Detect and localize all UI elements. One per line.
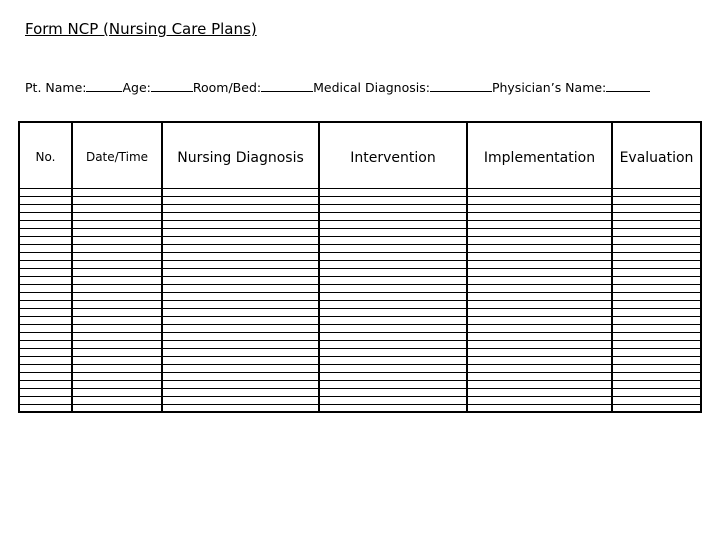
cell-date-time[interactable]	[72, 228, 162, 236]
cell-nursing-diagnosis[interactable]	[162, 292, 319, 300]
cell-no[interactable]	[19, 324, 72, 332]
cell-date-time[interactable]	[72, 244, 162, 252]
table-row	[19, 292, 701, 300]
cell-nursing-diagnosis[interactable]	[162, 220, 319, 228]
cell-no[interactable]	[19, 196, 72, 204]
cell-implementation[interactable]	[467, 220, 612, 228]
patient-info-line	[25, 79, 650, 95]
physician-name-label: Physician’s Name:	[491, 80, 607, 95]
table-row	[19, 388, 701, 396]
cell-date-time[interactable]	[72, 212, 162, 220]
cell-implementation[interactable]	[467, 308, 612, 316]
cell-no[interactable]	[19, 372, 72, 380]
cell-evaluation[interactable]	[612, 324, 701, 332]
cell-no[interactable]	[19, 292, 72, 300]
cell-nursing-diagnosis[interactable]	[162, 268, 319, 276]
cell-intervention[interactable]	[319, 396, 467, 404]
cell-intervention[interactable]	[319, 300, 467, 308]
cell-nursing-diagnosis[interactable]	[162, 228, 319, 236]
cell-date-time[interactable]	[72, 396, 162, 404]
table-row	[19, 380, 701, 388]
cell-date-time[interactable]	[72, 252, 162, 260]
cell-date-time[interactable]	[72, 204, 162, 212]
cell-nursing-diagnosis[interactable]	[162, 284, 319, 292]
cell-intervention[interactable]	[319, 340, 467, 348]
cell-intervention[interactable]	[319, 196, 467, 204]
cell-intervention[interactable]	[319, 348, 467, 356]
cell-date-time[interactable]	[72, 188, 162, 196]
cell-no[interactable]	[19, 308, 72, 316]
cell-evaluation[interactable]	[612, 252, 701, 260]
cell-no[interactable]	[19, 316, 72, 324]
header-no: No.	[19, 122, 72, 188]
cell-no[interactable]	[19, 204, 72, 212]
cell-nursing-diagnosis[interactable]	[162, 372, 319, 380]
cell-nursing-diagnosis[interactable]	[162, 236, 319, 244]
cell-nursing-diagnosis[interactable]	[162, 332, 319, 340]
cell-date-time[interactable]	[72, 316, 162, 324]
cell-implementation[interactable]	[467, 188, 612, 196]
cell-implementation[interactable]	[467, 268, 612, 276]
cell-nursing-diagnosis[interactable]	[162, 396, 319, 404]
medical-diagnosis-label: Medical Diagnosis:	[313, 80, 430, 95]
table-body	[19, 188, 701, 412]
cell-implementation[interactable]	[467, 284, 612, 292]
cell-implementation[interactable]	[467, 324, 612, 332]
cell-intervention[interactable]	[319, 388, 467, 396]
room-bed-blank[interactable]	[261, 79, 313, 92]
header-evaluation: Evaluation	[612, 122, 701, 188]
cell-date-time[interactable]	[72, 372, 162, 380]
table-row	[19, 340, 701, 348]
cell-date-time[interactable]	[72, 268, 162, 276]
table-row	[19, 348, 701, 356]
cell-implementation[interactable]	[467, 316, 612, 324]
table-row	[19, 364, 701, 372]
cell-implementation[interactable]	[467, 348, 612, 356]
table-row	[19, 308, 701, 316]
cell-no[interactable]	[19, 212, 72, 220]
cell-date-time[interactable]	[72, 276, 162, 284]
cell-evaluation[interactable]	[612, 340, 701, 348]
table-row	[19, 268, 701, 276]
cell-implementation[interactable]	[467, 212, 612, 220]
cell-no[interactable]	[19, 236, 72, 244]
cell-no[interactable]	[19, 252, 72, 260]
cell-implementation[interactable]	[467, 364, 612, 372]
cell-evaluation[interactable]	[612, 396, 701, 404]
cell-nursing-diagnosis[interactable]	[162, 388, 319, 396]
age-blank[interactable]	[151, 79, 193, 92]
cell-date-time[interactable]	[72, 388, 162, 396]
cell-no[interactable]	[19, 404, 72, 412]
cell-nursing-diagnosis[interactable]	[162, 260, 319, 268]
cell-date-time[interactable]	[72, 236, 162, 244]
cell-intervention[interactable]	[319, 188, 467, 196]
table-row	[19, 300, 701, 308]
cell-intervention[interactable]	[319, 364, 467, 372]
table-row	[19, 252, 701, 260]
cell-nursing-diagnosis[interactable]	[162, 340, 319, 348]
cell-nursing-diagnosis[interactable]	[162, 252, 319, 260]
cell-implementation[interactable]	[467, 380, 612, 388]
table-row	[19, 220, 701, 228]
cell-nursing-diagnosis[interactable]	[162, 348, 319, 356]
cell-nursing-diagnosis[interactable]	[162, 404, 319, 412]
table-row	[19, 228, 701, 236]
table-row	[19, 356, 701, 364]
cell-implementation[interactable]	[467, 300, 612, 308]
cell-intervention[interactable]	[319, 292, 467, 300]
table-row	[19, 316, 701, 324]
cell-nursing-diagnosis[interactable]	[162, 276, 319, 284]
table-row	[19, 324, 701, 332]
cell-implementation[interactable]	[467, 292, 612, 300]
cell-intervention[interactable]	[319, 260, 467, 268]
cell-intervention[interactable]	[319, 244, 467, 252]
cell-date-time[interactable]	[72, 292, 162, 300]
table-header-row	[19, 122, 701, 188]
cell-evaluation[interactable]	[612, 332, 701, 340]
header-implementation: Implementation	[467, 122, 612, 188]
cell-no[interactable]	[19, 380, 72, 388]
cell-date-time[interactable]	[72, 404, 162, 412]
cell-no[interactable]	[19, 268, 72, 276]
table-row	[19, 236, 701, 244]
cell-date-time[interactable]	[72, 340, 162, 348]
cell-evaluation[interactable]	[612, 388, 701, 396]
cell-no[interactable]	[19, 356, 72, 364]
cell-evaluation[interactable]	[612, 260, 701, 268]
cell-no[interactable]	[19, 244, 72, 252]
header-date-time: Date/Time	[72, 122, 162, 188]
physician-name-blank[interactable]	[606, 79, 650, 92]
cell-evaluation[interactable]	[612, 220, 701, 228]
cell-date-time[interactable]	[72, 364, 162, 372]
cell-intervention[interactable]	[319, 404, 467, 412]
cell-evaluation[interactable]	[612, 364, 701, 372]
cell-evaluation[interactable]	[612, 236, 701, 244]
cell-no[interactable]	[19, 340, 72, 348]
cell-implementation[interactable]	[467, 228, 612, 236]
cell-intervention[interactable]	[319, 212, 467, 220]
cell-evaluation[interactable]	[612, 204, 701, 212]
cell-nursing-diagnosis[interactable]	[162, 364, 319, 372]
cell-implementation[interactable]	[467, 388, 612, 396]
cell-date-time[interactable]	[72, 196, 162, 204]
cell-intervention[interactable]	[319, 356, 467, 364]
cell-nursing-diagnosis[interactable]	[162, 308, 319, 316]
table-row	[19, 404, 701, 412]
cell-evaluation[interactable]	[612, 300, 701, 308]
cell-intervention[interactable]	[319, 316, 467, 324]
cell-evaluation[interactable]	[612, 268, 701, 276]
cell-implementation[interactable]	[467, 276, 612, 284]
cell-intervention[interactable]	[319, 284, 467, 292]
cell-evaluation[interactable]	[612, 356, 701, 364]
cell-intervention[interactable]	[319, 380, 467, 388]
cell-implementation[interactable]	[467, 356, 612, 364]
cell-date-time[interactable]	[72, 332, 162, 340]
cell-evaluation[interactable]	[612, 188, 701, 196]
cell-no[interactable]	[19, 300, 72, 308]
cell-evaluation[interactable]	[612, 348, 701, 356]
cell-implementation[interactable]	[467, 236, 612, 244]
cell-date-time[interactable]	[72, 348, 162, 356]
header-intervention: Intervention	[319, 122, 467, 188]
cell-date-time[interactable]	[72, 356, 162, 364]
table-row	[19, 244, 701, 252]
cell-no[interactable]	[19, 364, 72, 372]
table-row	[19, 276, 701, 284]
cell-date-time[interactable]	[72, 300, 162, 308]
cell-date-time[interactable]	[72, 260, 162, 268]
cell-implementation[interactable]	[467, 332, 612, 340]
cell-intervention[interactable]	[319, 332, 467, 340]
cell-intervention[interactable]	[319, 268, 467, 276]
age-label: Age:	[122, 80, 151, 95]
cell-nursing-diagnosis[interactable]	[162, 196, 319, 204]
table-row	[19, 212, 701, 220]
cell-nursing-diagnosis[interactable]	[162, 212, 319, 220]
cell-no[interactable]	[19, 284, 72, 292]
cell-no[interactable]	[19, 276, 72, 284]
cell-intervention[interactable]	[319, 228, 467, 236]
cell-nursing-diagnosis[interactable]	[162, 356, 319, 364]
cell-implementation[interactable]	[467, 260, 612, 268]
cell-evaluation[interactable]	[612, 292, 701, 300]
cell-no[interactable]	[19, 260, 72, 268]
medical-diagnosis-blank[interactable]	[430, 79, 492, 92]
cell-implementation[interactable]	[467, 244, 612, 252]
cell-no[interactable]	[19, 396, 72, 404]
table-row	[19, 196, 701, 204]
table-row	[19, 372, 701, 380]
cell-implementation[interactable]	[467, 340, 612, 348]
cell-nursing-diagnosis[interactable]	[162, 188, 319, 196]
cell-nursing-diagnosis[interactable]	[162, 204, 319, 212]
cell-implementation[interactable]	[467, 204, 612, 212]
cell-implementation[interactable]	[467, 396, 612, 404]
cell-intervention[interactable]	[319, 236, 467, 244]
cell-implementation[interactable]	[467, 404, 612, 412]
cell-no[interactable]	[19, 332, 72, 340]
cell-evaluation[interactable]	[612, 244, 701, 252]
cell-no[interactable]	[19, 388, 72, 396]
patient-name-label: Pt. Name:	[25, 80, 87, 95]
cell-evaluation[interactable]	[612, 196, 701, 204]
cell-implementation[interactable]	[467, 372, 612, 380]
room-bed-label: Room/Bed:	[192, 80, 262, 95]
table-row	[19, 284, 701, 292]
cell-evaluation[interactable]	[612, 228, 701, 236]
cell-date-time[interactable]	[72, 380, 162, 388]
cell-date-time[interactable]	[72, 220, 162, 228]
form-title: Form NCP (Nursing Care Plans)	[25, 20, 257, 38]
cell-date-time[interactable]	[72, 284, 162, 292]
cell-nursing-diagnosis[interactable]	[162, 380, 319, 388]
cell-evaluation[interactable]	[612, 276, 701, 284]
cell-intervention[interactable]	[319, 252, 467, 260]
cell-intervention[interactable]	[319, 220, 467, 228]
cell-evaluation[interactable]	[612, 404, 701, 412]
cell-evaluation[interactable]	[612, 308, 701, 316]
cell-nursing-diagnosis[interactable]	[162, 316, 319, 324]
cell-evaluation[interactable]	[612, 380, 701, 388]
care-plan-table	[18, 121, 702, 413]
table-row	[19, 260, 701, 268]
cell-no[interactable]	[19, 188, 72, 196]
cell-no[interactable]	[19, 228, 72, 236]
cell-intervention[interactable]	[319, 324, 467, 332]
cell-intervention[interactable]	[319, 372, 467, 380]
cell-date-time[interactable]	[72, 324, 162, 332]
cell-no[interactable]	[19, 348, 72, 356]
header-nursing-diagnosis: Nursing Diagnosis	[162, 122, 319, 188]
table-row	[19, 332, 701, 340]
cell-no[interactable]	[19, 220, 72, 228]
cell-intervention[interactable]	[319, 308, 467, 316]
cell-date-time[interactable]	[72, 308, 162, 316]
patient-name-blank[interactable]	[86, 79, 122, 92]
cell-nursing-diagnosis[interactable]	[162, 300, 319, 308]
cell-nursing-diagnosis[interactable]	[162, 244, 319, 252]
table-row	[19, 396, 701, 404]
cell-nursing-diagnosis[interactable]	[162, 324, 319, 332]
cell-intervention[interactable]	[319, 204, 467, 212]
cell-evaluation[interactable]	[612, 284, 701, 292]
cell-intervention[interactable]	[319, 276, 467, 284]
cell-implementation[interactable]	[467, 196, 612, 204]
cell-evaluation[interactable]	[612, 372, 701, 380]
table-row	[19, 204, 701, 212]
cell-evaluation[interactable]	[612, 212, 701, 220]
table-row	[19, 188, 701, 196]
cell-evaluation[interactable]	[612, 316, 701, 324]
cell-implementation[interactable]	[467, 252, 612, 260]
